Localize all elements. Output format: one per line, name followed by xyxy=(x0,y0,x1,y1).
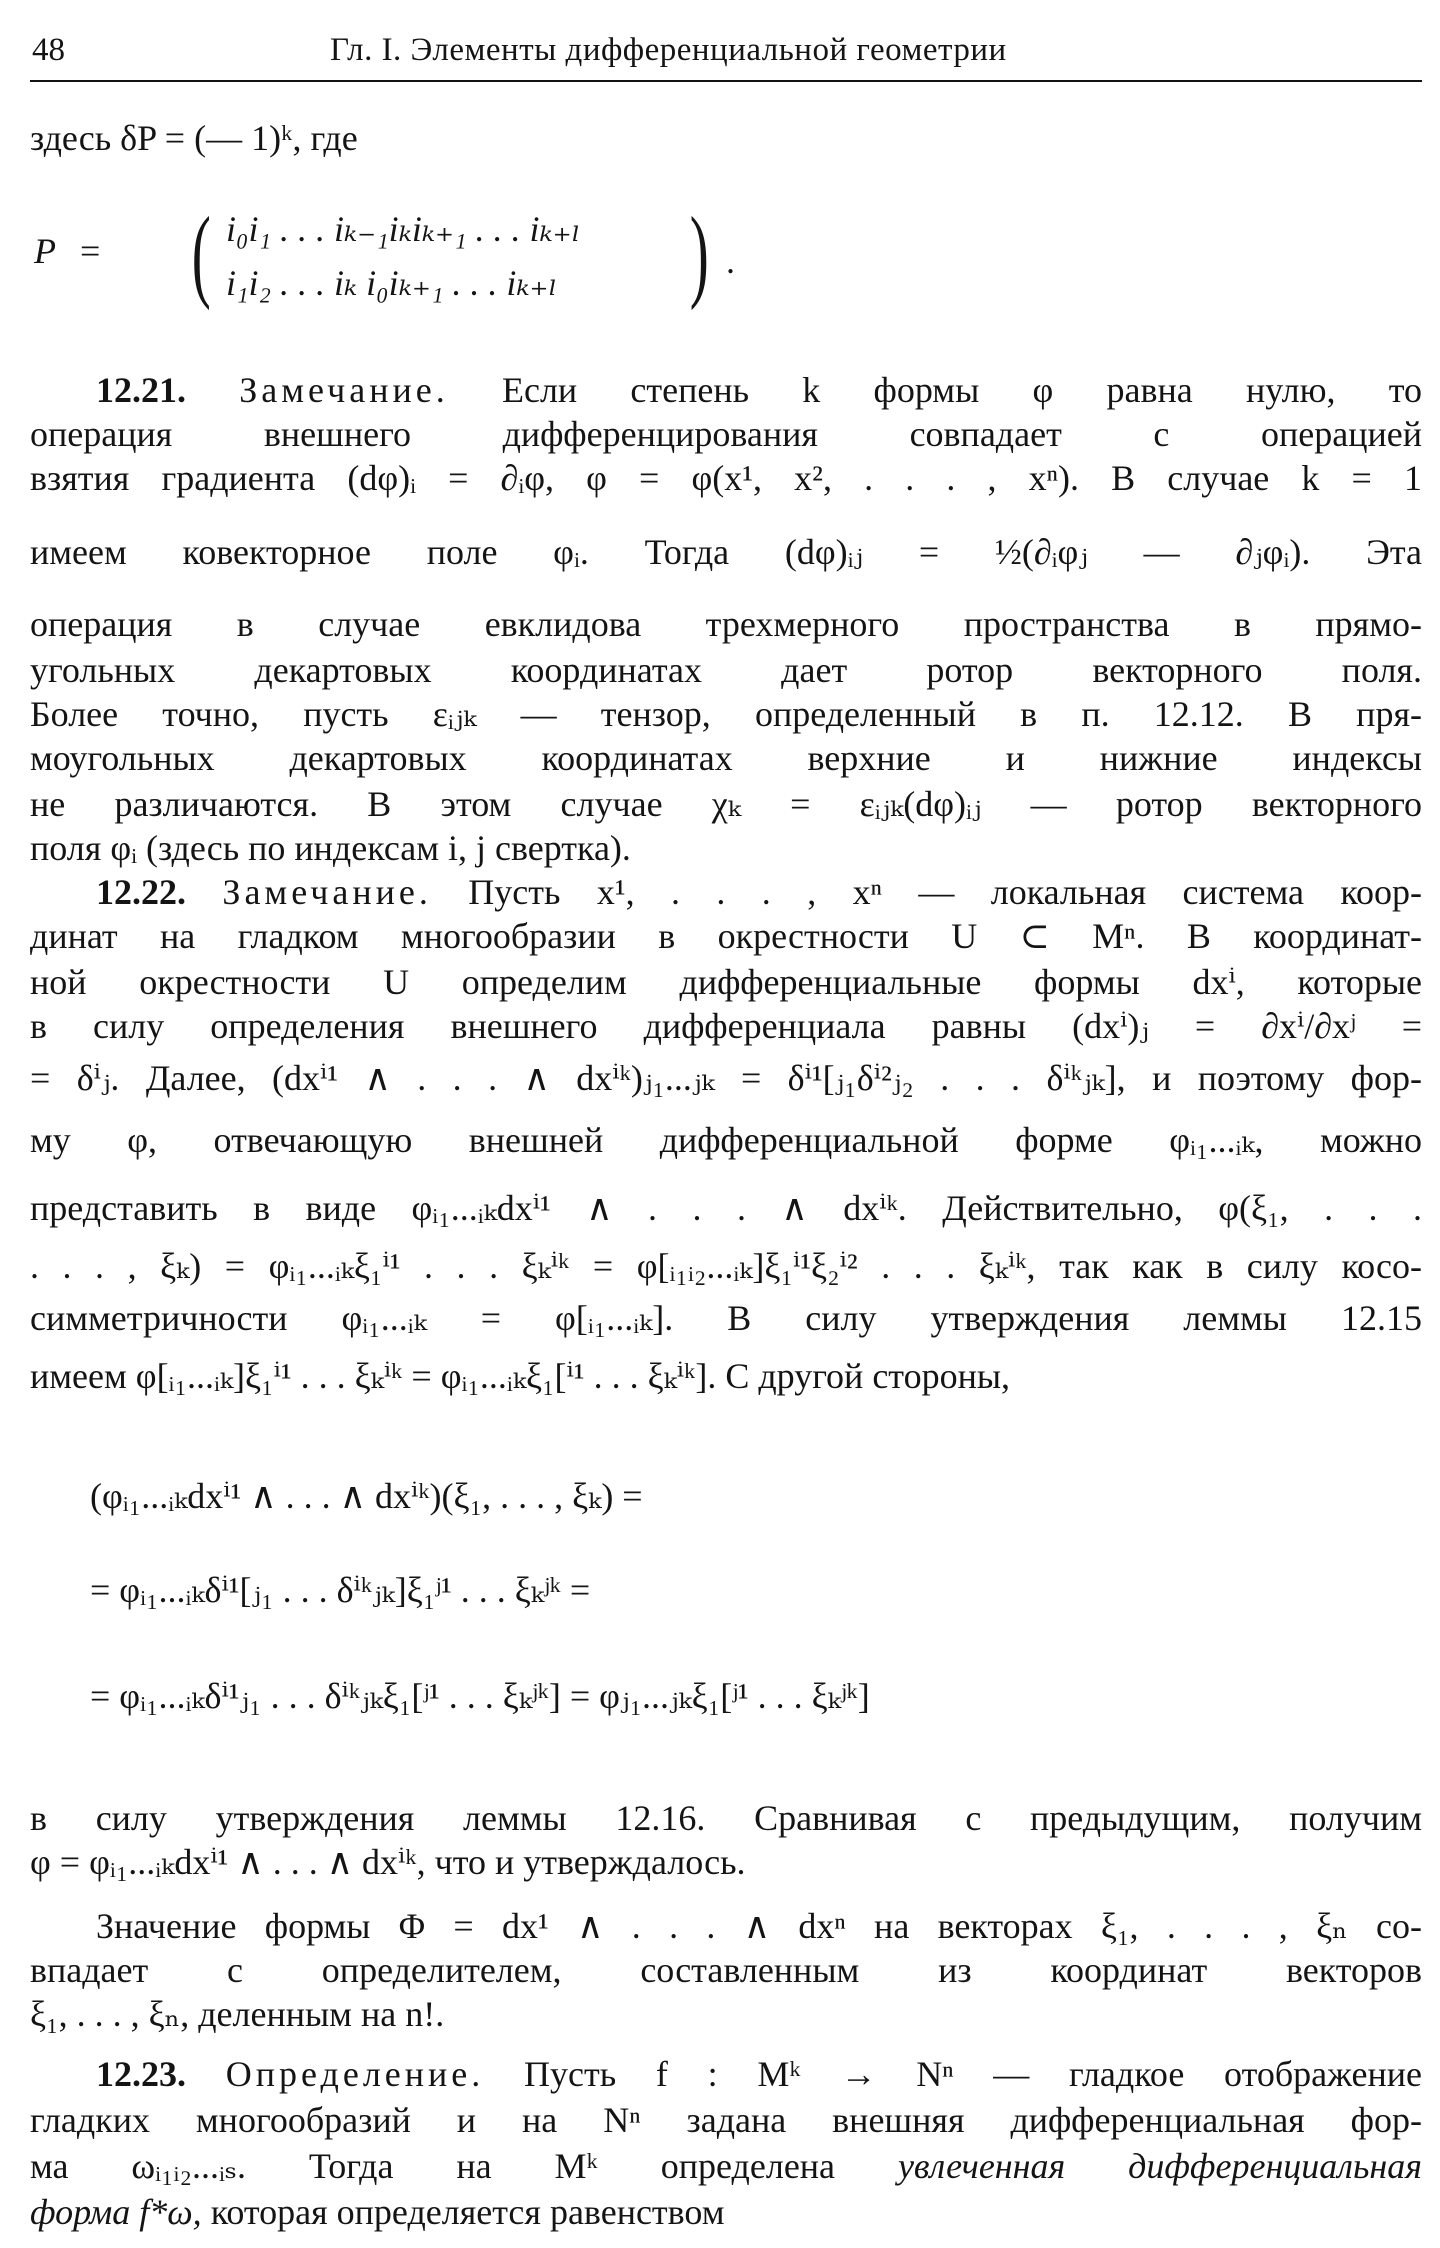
matrix-row-2: i₁i₂ . . . iₖ i₀iₖ₊₁ . . . iₖ₊ₗ xyxy=(226,263,558,303)
s1221-line-8: не различаются. В этом случае χₖ = εᵢⱼₖ(dφ)ᵢⱼ — ротор векторного xyxy=(30,784,1422,824)
s1222-line-2: ной окрестности U определим дифференциальные формы dxⁱ, которые xyxy=(30,962,1422,1002)
s1222-line-7: . . . , ξₖ) = φᵢ₁...ᵢₖξ₁ⁱ¹ . . . ξₖⁱᵏ = φ[ᵢ₁ᵢ₂...ᵢₖ]ξ₁ⁱ¹ξ₂ⁱ² . . . ξₖⁱᵏ, так как в силу косо- xyxy=(30,1246,1422,1286)
s1223-label: Определение. xyxy=(225,2054,485,2094)
s1223-text-0: Пусть f : Mᵏ → Nⁿ — гладкое отображение xyxy=(524,2054,1423,2094)
matrix-equals: = xyxy=(80,231,101,271)
s1221-text-0: Если степень k формы φ равна нулю, то xyxy=(501,370,1423,410)
s1221-line-2: взятия градиента (dφ)ᵢ = ∂ᵢφ, φ = φ(x¹, x², . . . , xⁿ). В случае k = 1 xyxy=(30,458,1422,498)
matrix-row-1: i₀i₁ . . . iₖ₋₁iₖiₖ₊₁ . . . iₖ₊ₗ xyxy=(226,209,581,249)
s1221-line-4: операция в случае евклидова трехмерного пространства в прямо- xyxy=(30,604,1422,644)
after-line-1: φ = φᵢ₁...ᵢₖdxⁱ¹ ∧ . . . ∧ dxⁱᵏ, что и утверждалось. xyxy=(30,1842,746,1882)
intro-line: здесь δP = (— 1)ᵏ, где xyxy=(30,118,358,158)
s1223-term-part-2: форма f*ω, xyxy=(30,2192,202,2232)
s1222-label: Замечание. xyxy=(222,872,432,912)
s1222-line-6: представить в виде φᵢ₁...ᵢₖdxⁱ¹ ∧ . . . ∧ dxⁱᵏ. Действительно, φ(ξ₁, . . . xyxy=(30,1188,1422,1228)
page-number: 48 xyxy=(32,32,65,68)
s1221-line-3: имеем ковекторное поле φᵢ. Тогда (dφ)ᵢⱼ = ½(∂ᵢφⱼ — ∂ⱼφᵢ). Эта xyxy=(30,532,1422,572)
s1223-line-3 xyxy=(30,2190,1422,2234)
equation-line-3: = φᵢ₁...ᵢₖδⁱ¹ⱼ₁ . . . δⁱᵏⱼₖξ₁[ʲ¹ . . . ξₖʲᵏ] = φⱼ₁...ⱼₖξ₁[ʲ¹ . . . ξₖʲᵏ] xyxy=(90,1676,870,1716)
s1221-line-5: угольных декартовых координатах дает ротор векторного поля. xyxy=(30,650,1422,690)
right-paren: ) xyxy=(689,196,709,311)
s1221-line-7: моугольных декартовых координатах верхние и нижние индексы xyxy=(30,738,1422,778)
running-title: Гл. I. Элементы дифференциальной геометрии xyxy=(330,32,1007,68)
left-paren: ( xyxy=(191,196,211,311)
s1222-line-3: в силу определения внешнего дифференциала равны (dxⁱ)ⱼ = ∂xⁱ/∂xʲ = xyxy=(30,1006,1422,1046)
s1222-text-0: Пусть x¹, . . . , xⁿ — локальная система коор- xyxy=(468,872,1423,912)
para2-line-1: впадает с определителем, составленным из координат векторов xyxy=(30,1950,1422,1990)
s1222-line-5: му φ, отвечающую внешней дифференциальной форме φᵢ₁...ᵢₖ, можно xyxy=(30,1120,1422,1160)
s1222-line-0 xyxy=(96,870,1422,914)
s1223-line4-post: которая определяется равенством xyxy=(210,2192,725,2232)
para2-line-2: ξ₁, . . . , ξₙ, деленным на n!. xyxy=(30,1994,445,2034)
s1222-line-1: динат на гладком многообразии в окрестности U ⊂ Mⁿ. В координат- xyxy=(30,916,1422,956)
s1221-line-6: Более точно, пусть εᵢⱼₖ — тензор, определенный в п. 12.12. В пря- xyxy=(30,694,1422,734)
book-page xyxy=(30,18,1423,2232)
s1222-line-8: симметричности φᵢ₁...ᵢₖ = φ[ᵢ₁...ᵢₖ]. В силу утверждения леммы 12.15 xyxy=(30,1298,1422,1338)
s1221-number: 12.21. xyxy=(96,370,186,410)
s1223-line-2 xyxy=(30,2144,1422,2188)
matrix-label: P xyxy=(34,231,56,271)
s1221-label: Замечание. xyxy=(239,370,449,410)
s1222-line-4: = δⁱⱼ. Далее, (dxⁱ¹ ∧ . . . ∧ dxⁱᵏ)ⱼ₁...ⱼₖ = δⁱ¹[ⱼ₁δⁱ²ⱼ₂ . . . δⁱᵏⱼₖ], и поэтому фор- xyxy=(30,1058,1422,1098)
s1221-line-9: поля φᵢ (здесь по индексам i, j свертка). xyxy=(30,828,631,868)
s1221-line-0 xyxy=(96,368,1422,412)
para2-line-0: Значение формы Φ = dx¹ ∧ . . . ∧ dxⁿ на векторах ξ₁, . . . , ξₙ со- xyxy=(96,1906,1422,1946)
s1223-number: 12.23. xyxy=(96,2054,186,2094)
equation-line-2: = φᵢ₁...ᵢₖδⁱ¹[ⱼ₁ . . . δⁱᵏⱼₖ]ξ₁ʲ¹ . . . ξₖʲᵏ = xyxy=(90,1570,591,1610)
after-line-0: в силу утверждения леммы 12.16. Сравнивая с предыдущим, получим xyxy=(30,1798,1422,1838)
running-header xyxy=(30,24,1422,82)
s1223-line-1: гладких многообразий и на Nⁿ задана внешняя дифференциальная фор- xyxy=(30,2100,1422,2140)
matrix-end: . xyxy=(726,241,735,281)
s1223-line3-pre: ма ωᵢ₁ᵢ₂...ᵢₛ. Тогда на Mᵏ определена xyxy=(30,2146,836,2186)
s1223-line-0 xyxy=(96,2052,1422,2096)
equation-line-1: (φᵢ₁...ᵢₖdxⁱ¹ ∧ . . . ∧ dxⁱᵏ)(ξ₁, . . . , ξₖ) = xyxy=(90,1476,643,1516)
s1222-number: 12.22. xyxy=(96,872,186,912)
s1222-line-9: имеем φ[ᵢ₁...ᵢₖ]ξ₁ⁱ¹ . . . ξₖⁱᵏ = φᵢ₁...ᵢₖξ₁[ⁱ¹ . . . ξₖⁱᵏ]. С другой стороны, xyxy=(30,1356,1011,1396)
s1221-line-1: операция внешнего дифференцирования совпадает с операцией xyxy=(30,414,1422,454)
s1223-term-part-1: увлеченная дифференциальная xyxy=(897,2146,1422,2186)
